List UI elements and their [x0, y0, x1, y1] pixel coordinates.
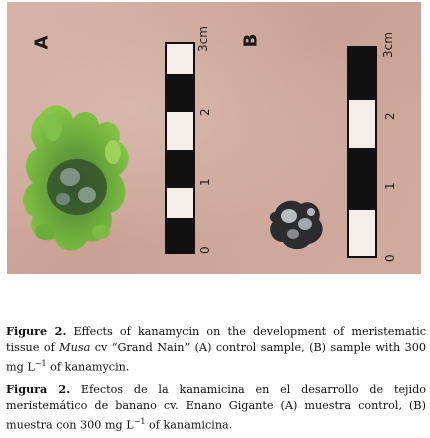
caption-en-genus: Musa	[59, 341, 91, 354]
panel-b-label: B	[240, 33, 262, 48]
scale-a-tick: 1	[198, 178, 212, 186]
caption-es-text: Efectos de la kanamicina en el desarrollo de tejido meristemático de banano cv. Enano Gigante (A) muestra control, (B) muestra con 300 mg L	[6, 383, 427, 432]
scale-a-tick: 2	[198, 108, 212, 116]
caption-es-text: of kanamicina.	[145, 418, 233, 432]
scale-bar-a	[165, 42, 195, 254]
caption-en-text: Effects of kanamycin on the development of meristematic tissue of	[6, 325, 426, 354]
scale-a-tick: 0	[198, 246, 212, 254]
sample-b-tissue	[265, 194, 329, 252]
caption-spanish	[6, 381, 426, 434]
caption-en-text: of kanamycin.	[46, 360, 130, 374]
caption-en-label: Figure 2.	[6, 324, 67, 338]
caption-es-label: Figura 2.	[6, 382, 71, 396]
caption-en-exponent: −1	[34, 359, 47, 368]
caption-es-exponent: −1	[133, 417, 146, 426]
scale-a-unit-label: 3cm	[196, 26, 210, 52]
scale-bar-b	[347, 46, 377, 258]
scale-b-tick: 2	[383, 112, 397, 120]
figure-photo	[7, 2, 421, 274]
panel-a-label: A	[31, 35, 53, 50]
caption-english	[6, 323, 426, 376]
scale-b-tick: 1	[383, 182, 397, 190]
scale-b-tick: 0	[383, 254, 397, 262]
sample-a-tissue	[15, 97, 150, 262]
caption-en-text: cv “Grand Nain” (A) control sample, (B) sample with 300 mg L	[6, 341, 426, 374]
scale-b-unit-label: 3cm	[381, 32, 395, 58]
